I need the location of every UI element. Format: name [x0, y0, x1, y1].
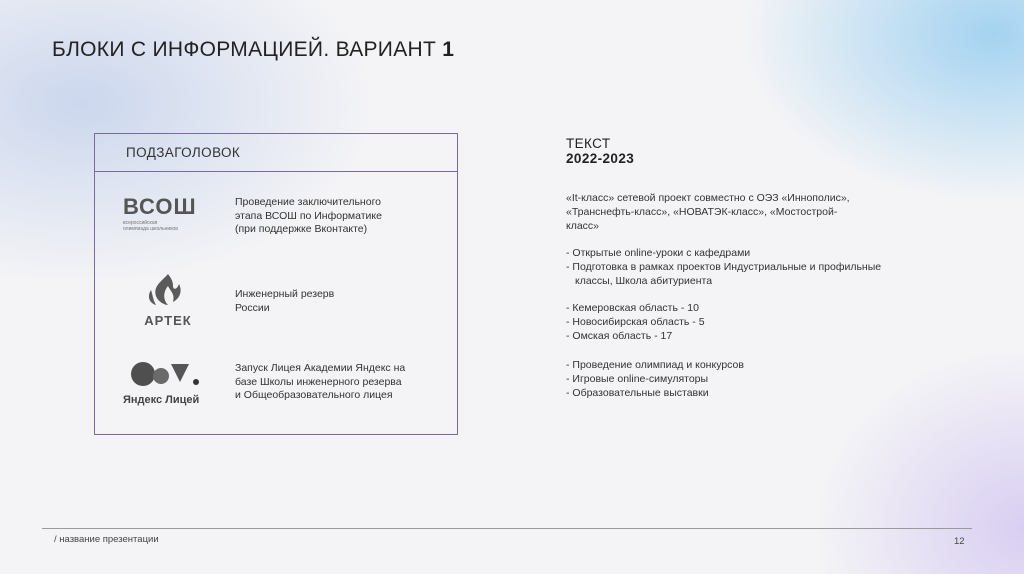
- text-line: - Кемеровская область - 10: [566, 302, 699, 314]
- vsosh-logo-icon: [123, 196, 213, 232]
- text-line: России: [235, 301, 270, 314]
- paragraph-events: [566, 359, 946, 400]
- text-line: - Омская область - 17: [566, 329, 673, 342]
- text-line: этапа ВСОШ по Информатике: [235, 209, 382, 222]
- page-number: 12: [954, 536, 965, 547]
- footer-divider: [42, 528, 972, 529]
- artek-logo-icon: [123, 272, 213, 328]
- text-line: класс»: [566, 219, 600, 232]
- text-line: - Игровые online-симуляторы: [566, 372, 709, 385]
- yandex-lyceum-logo-icon: [123, 360, 213, 406]
- right-heading-block: [566, 136, 634, 166]
- paragraph-lessons: [566, 247, 946, 288]
- row-text-vsosh: [235, 196, 455, 237]
- text-line: базе Школы инженерного резерва: [235, 375, 402, 388]
- shapes-icon: [123, 360, 205, 388]
- text-line: - Новосибирская область - 5: [566, 315, 705, 328]
- text-line: и Общеобразовательного лицея: [235, 389, 393, 401]
- info-card: [94, 133, 458, 435]
- text-line: (при поддержке Вконтакте): [235, 223, 368, 235]
- paragraph-regions: [566, 302, 946, 343]
- text-line: - Проведение олимпиад и конкурсов: [566, 359, 744, 371]
- text-line: «It-класс» сетевой проект совместно с ОЭЗ «Иннополис»,: [566, 192, 850, 204]
- presentation-name: / название презентации: [54, 534, 159, 545]
- right-years: 2022-2023: [566, 151, 635, 166]
- text-line: - Открытые online-уроки с кафедрами: [566, 247, 751, 259]
- vsosh-logo-text: ВСОШ: [123, 194, 197, 219]
- text-line: Проведение заключительного: [235, 196, 382, 208]
- slide-title-number: 1: [442, 38, 455, 61]
- paragraph-classes: [566, 192, 946, 233]
- flame-icon: [123, 272, 213, 308]
- text-line: - Подготовка в рамках проектов Индустриальные и профильные: [566, 260, 882, 273]
- text-line: - Образовательные выставки: [566, 386, 709, 399]
- slide-title: [52, 38, 454, 62]
- slide-title-main: БЛОКИ С ИНФОРМАЦИЕЙ. ВАРИАНТ: [52, 38, 437, 61]
- text-line: Инженерный резерв: [235, 288, 335, 300]
- right-heading: ТЕКСТ: [566, 136, 611, 151]
- row-text-yandex: [235, 362, 455, 403]
- text-line: Запуск Лицея Академии Яндекс на: [235, 362, 406, 374]
- card-subtitle: ПОДЗАГОЛОВОК: [95, 134, 457, 172]
- artek-logo-text: АРТЕК: [144, 313, 192, 328]
- vsosh-logo-caption: всероссийская олимпиада школьников: [123, 220, 178, 232]
- text-line: «Транснефть-класс», «НОВАТЭК-класс», «Мостострой-: [566, 205, 838, 218]
- text-line: классы, Школа абитуриента: [575, 274, 713, 287]
- row-text-artek: [235, 288, 455, 315]
- yandex-lyceum-logo-text: Яндекс Лицей: [123, 394, 200, 406]
